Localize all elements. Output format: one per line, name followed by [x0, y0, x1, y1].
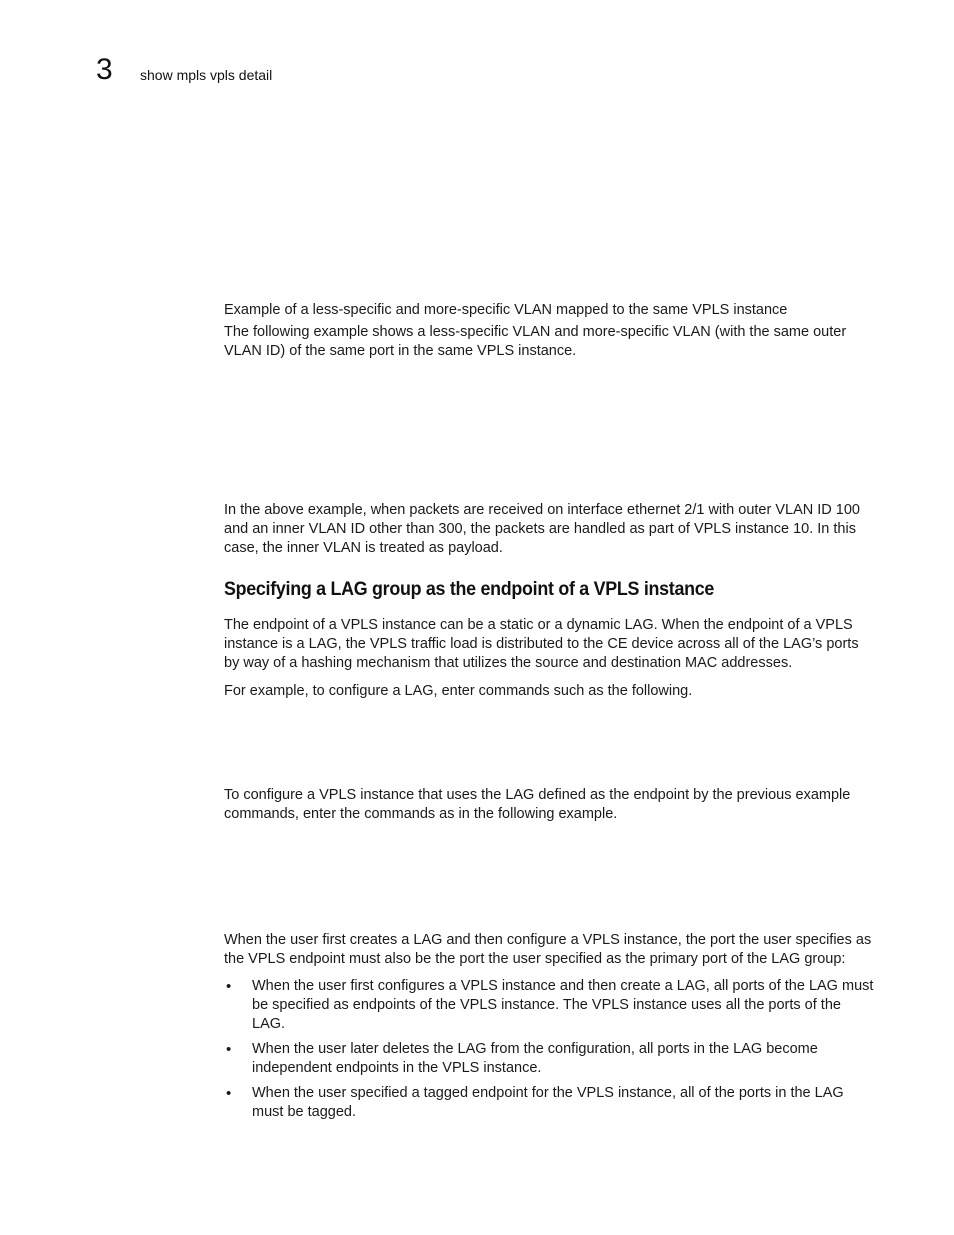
example-intro-block — [224, 323, 874, 361]
example-title: Example of a less-specific and more-specific VLAN mapped to the same VPLS instance — [224, 302, 788, 318]
lag-paragraph-4: When the user first creates a LAG and then configure a VPLS instance, the port the user specifies as the VPLS endpoint must also be the port the user specified as the primary port of the LAG group: — [224, 932, 872, 967]
bullet-icon: • — [226, 1041, 232, 1058]
chapter-number: 3 — [96, 53, 113, 86]
lag-paragraph-3: To configure a VPLS instance that uses the LAG defined as the endpoint by the previous example commands, enter the commands as in the following example. — [224, 787, 851, 822]
running-title: show mpls vpls detail — [140, 67, 273, 83]
lag-p1-block — [224, 616, 874, 673]
list-item — [224, 977, 874, 1034]
list-item-text: When the user specified a tagged endpoint for the VPLS instance, all of the ports in the LAG must be tagged. — [252, 1085, 844, 1120]
lag-paragraph-2: For example, to configure a LAG, enter commands such as the following. — [224, 683, 693, 699]
example-title-block — [224, 301, 874, 320]
list-item-text: When the user later deletes the LAG from the configuration, all ports in the LAG become independent endpoints in the VPLS instance. — [252, 1041, 818, 1076]
lag-heading-block — [224, 578, 874, 602]
section-heading: Specifying a LAG group as the endpoint of a VPLS instance — [224, 579, 715, 600]
lag-paragraph-1: The endpoint of a VPLS instance can be a static or a dynamic LAG. When the endpoint of a VPLS instance is a LAG, the VPLS traffic load is distributed to the CE device across all of the LAG’s ports by way of a hashing mechanism that utilizes the source and destination MAC addresses. — [224, 617, 859, 671]
list-item-text: When the user first configures a VPLS instance and then create a LAG, all ports of the LAG must be specified as endpoints of the VPLS instance. The VPLS instance uses all the ports of the LAG. — [252, 978, 874, 1032]
lag-p4-block — [224, 931, 874, 969]
lag-p3-block — [224, 786, 874, 824]
bullet-list — [224, 977, 874, 1122]
example-explain-block — [224, 501, 874, 558]
example-explanation: In the above example, when packets are received on interface ethernet 2/1 with outer VLAN ID 100 and an inner VLAN ID other than 300, the packets are handled as part of VPLS instance 10. In this case, the inner VLAN is treated as payload. — [224, 502, 860, 556]
list-item — [224, 1040, 874, 1078]
bullet-icon: • — [226, 978, 232, 995]
example-intro: The following example shows a less-specific VLAN and more-specific VLAN (with the same outer VLAN ID) of the same port in the same VPLS instance. — [224, 324, 847, 359]
list-item — [224, 1084, 874, 1122]
lag-p2-block — [224, 682, 874, 701]
bullet-icon: • — [226, 1085, 232, 1102]
